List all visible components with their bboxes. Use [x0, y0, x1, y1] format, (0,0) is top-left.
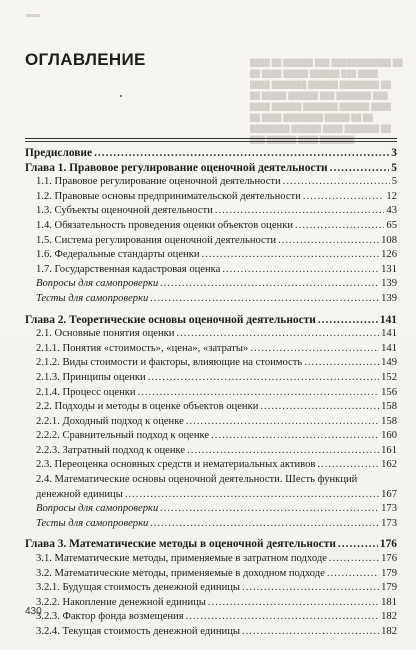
- toc-leader-dots: [242, 581, 379, 596]
- toc-entry-page: 176: [379, 538, 397, 551]
- toc-item[interactable]: [25, 415, 397, 430]
- toc-item-multiline-continuation[interactable]: [25, 488, 397, 503]
- toc-leader-dots: [329, 552, 379, 567]
- toc-entry-label: Глава 2. Теоретические основы оценочной деятельности: [25, 313, 316, 326]
- toc-item[interactable]: [25, 234, 397, 249]
- toc-item[interactable]: [25, 248, 397, 263]
- toc-entry-page: 179: [381, 582, 397, 594]
- toc-entry-label: 2.1.2. Виды стоимости и факторы, влияющие на стоимость: [36, 357, 303, 369]
- toc-item-multiline[interactable]: [25, 473, 397, 488]
- toc-leader-dots: [138, 386, 380, 401]
- toc-item[interactable]: [25, 625, 397, 640]
- toc-entry-page: 141: [381, 328, 397, 340]
- toc-entry-label: Тесты для самопроверки: [36, 517, 149, 529]
- toc-entry-page: 182: [381, 611, 397, 623]
- toc-entry-label: 2.1.1. Понятия «стоимость», «цена», «затраты»: [36, 342, 249, 354]
- toc-item[interactable]: [25, 327, 397, 342]
- toc-leader-dots: [187, 444, 379, 459]
- toc-item[interactable]: [25, 342, 397, 357]
- toc-entry-page: 152: [381, 371, 397, 383]
- toc-entry-page: 173: [381, 517, 397, 529]
- toc-entry-label: 2.1.3. Принципы оценки: [36, 371, 146, 383]
- toc-entry-page: 179: [381, 567, 397, 579]
- toc-entry-label: 2.3. Переоценка основных средств и нематериальных активов: [36, 459, 316, 471]
- toc-entry-label: Вопросы для самопроверки: [36, 503, 159, 515]
- toc-entry-label: 2.1. Основные понятия оценки: [36, 328, 175, 340]
- paper-speck: [120, 95, 122, 97]
- toc-entry-label: 3.2.1. Будущая стоимость денежной единицы: [36, 582, 241, 594]
- toc-entry-label: 1.1. Правовое регулирование оценочной деятельности: [36, 176, 281, 188]
- toc-leader-dots: [160, 502, 379, 517]
- toc-entry-label: 2.2.1. Доходный подход к оценке: [36, 415, 184, 427]
- title-rule: [25, 138, 397, 139]
- toc-entry-label-line2: денежной единицы: [36, 488, 123, 500]
- toc-leader-dots: [150, 292, 379, 307]
- toc-leader-dots: [250, 342, 379, 357]
- toc-leader-dots: [260, 400, 379, 415]
- toc-item[interactable]: [25, 190, 397, 205]
- toc-questions[interactable]: [25, 502, 397, 517]
- toc-entry-page: 139: [381, 278, 397, 290]
- toc-leader-dots: [303, 190, 385, 205]
- page-number: 430: [25, 606, 42, 617]
- toc-item[interactable]: [25, 219, 397, 234]
- toc-entry-page: 65: [386, 219, 397, 231]
- toc-entry-page: 43: [386, 205, 397, 217]
- toc-entry-page: 141: [381, 342, 397, 354]
- toc-entry-label: 1.2. Правовые основы предпринимательской деятельности: [36, 190, 301, 202]
- toc-chapter-2[interactable]: [25, 313, 397, 328]
- toc-item[interactable]: [25, 610, 397, 625]
- toc-item[interactable]: [25, 175, 397, 190]
- toc-item[interactable]: [25, 204, 397, 219]
- toc-entry-page: 5: [391, 161, 397, 174]
- title-rule-thin: [25, 141, 397, 142]
- toc-item[interactable]: [25, 263, 397, 278]
- toc-chapter-3[interactable]: [25, 537, 397, 552]
- toc-item[interactable]: [25, 356, 397, 371]
- toc-item[interactable]: [25, 400, 397, 415]
- toc-entry-label: Предисловие: [25, 147, 93, 159]
- toc-entry-label: 2.1.4. Процесс оценки: [36, 386, 136, 398]
- toc-entry-label: 1.6. Федеральные стандарты оценки: [36, 249, 200, 261]
- toc-leader-dots: [338, 537, 378, 552]
- toc-entry-page: 162: [381, 459, 397, 471]
- toc-entry-label: Глава 3. Математические методы в оценочной деятельности: [25, 538, 336, 551]
- toc-item[interactable]: [25, 581, 397, 596]
- toc-leader-dots: [215, 204, 385, 219]
- toc-entry-page: 139: [381, 292, 397, 304]
- toc-leader-dots: [278, 234, 379, 249]
- toc-item[interactable]: [25, 371, 397, 386]
- toc-entry-label: 1.7. Государственная кадастровая оценка: [36, 263, 221, 275]
- toc-leader-dots: [208, 596, 379, 611]
- toc-entry-page: 181: [381, 596, 397, 608]
- toc-leader-dots: [148, 371, 379, 386]
- toc-leader-dots: [94, 146, 389, 161]
- toc-entry-label: Тесты для самопроверки: [36, 292, 149, 304]
- toc-leader-dots: [150, 517, 379, 532]
- toc-entry-page: 126: [381, 249, 397, 261]
- toc-questions[interactable]: [25, 277, 397, 292]
- toc-entry-page: 182: [381, 626, 397, 637]
- toc-leader-dots: [295, 219, 384, 234]
- toc-chapter-1[interactable]: [25, 161, 397, 176]
- toc-entry-page: 12: [386, 190, 397, 202]
- toc-entry-page: 161: [381, 444, 397, 456]
- toc-leader-dots: [202, 248, 380, 263]
- toc-entry-label: Вопросы для самопроверки: [36, 278, 159, 290]
- toc-leader-dots: [176, 327, 379, 342]
- toc-leader-dots: [222, 263, 379, 278]
- bleed-through-text: ████ ██ ██████ ███ ████████████ ██ ██ ████ █████ ██████ ███ ████ ████ ███████ ██████ ████████ ██ ██ █████ ██████ ███ ███████ ███ ████ ██████ ███████ ██████ ████ ██ ████ ████████ █████ ██ ██ ████████ ██████ ████ ███████ ██ ███ ██████ ████ ███████: [250, 59, 403, 144]
- toc-item[interactable]: [25, 444, 397, 459]
- table-of-contents: [25, 146, 397, 640]
- toc-entry-label: 3.1. Математические методы, применяемые в затратном подходе: [36, 553, 327, 565]
- toc-leader-dots: [283, 175, 390, 190]
- toc-entry-label: 2.2. Подходы и методы в оценке объектов оценки: [36, 401, 259, 413]
- toc-entry-page: 158: [381, 415, 397, 427]
- toc-entry-page: 176: [381, 553, 397, 565]
- toc-leader-dots: [160, 277, 379, 292]
- toc-leader-dots: [211, 429, 379, 444]
- toc-entry-label: 1.5. Система регулирования оценочной деятельности: [36, 234, 277, 246]
- toc-entry-label: 3.2.4. Текущая стоимость денежной единицы: [36, 626, 240, 637]
- toc-entry-label: 1.4. Обязательность проведения оценки объектов оценки: [36, 219, 294, 231]
- toc-leader-dots: [186, 610, 380, 625]
- toc-entry-label: 2.2.3. Затратный подход к оценке: [36, 444, 186, 456]
- toc-item[interactable]: [25, 386, 397, 401]
- toc-entry-label: 3.2.3. Фактор фонда возмещения: [36, 611, 184, 623]
- toc-entry-page: 108: [381, 234, 397, 246]
- toc-entry-page: 5: [391, 176, 397, 188]
- toc-item[interactable]: [25, 567, 397, 582]
- toc-leader-dots: [186, 415, 379, 430]
- toc-entry-page: 149: [381, 357, 397, 369]
- page-title: ОГЛАВЛЕНИЕ: [25, 50, 146, 69]
- toc-entry-label: 1.3. Субъекты оценочной деятельности: [36, 205, 213, 217]
- toc-item[interactable]: [25, 552, 397, 567]
- toc-entry-page: 173: [381, 503, 397, 515]
- toc-leader-dots: [318, 313, 378, 328]
- toc-entry-page: 156: [381, 386, 397, 398]
- toc-entry-label: 2.2.2. Сравнительный подход к оценке: [36, 430, 210, 442]
- toc-tests[interactable]: [25, 517, 397, 532]
- toc-entry-label-line1: 2.4. Математические основы оценочной деятельности. Шесть функций: [36, 474, 358, 486]
- toc-entry-page: 131: [381, 263, 397, 275]
- toc-entry-page: 160: [381, 430, 397, 442]
- toc-entry-label: Глава 1. Правовое регулирование оценочной деятельности: [25, 161, 328, 174]
- toc-entry-label: 3.2.2. Накопление денежной единицы: [36, 596, 206, 608]
- toc-entry-page: 141: [379, 313, 397, 326]
- toc-leader-dots: [242, 625, 379, 640]
- toc-tests[interactable]: [25, 292, 397, 307]
- toc-entry-page: 3: [391, 147, 397, 159]
- toc-leader-dots: [317, 458, 379, 473]
- toc-entry-label: 3.2. Математические методы, применяемые в доходном подходе: [36, 567, 325, 579]
- toc-leader-dots: [125, 488, 379, 503]
- toc-item[interactable]: [25, 429, 397, 444]
- toc-entry-page: 158: [381, 401, 397, 413]
- toc-leader-dots: [327, 567, 379, 582]
- toc-leader-dots: [304, 356, 379, 371]
- toc-preface[interactable]: [25, 146, 397, 161]
- bleed-through-mark: [26, 14, 40, 17]
- toc-item[interactable]: [25, 458, 397, 473]
- toc-leader-dots: [330, 161, 390, 176]
- toc-item[interactable]: [25, 596, 397, 611]
- toc-entry-page: 167: [381, 488, 397, 500]
